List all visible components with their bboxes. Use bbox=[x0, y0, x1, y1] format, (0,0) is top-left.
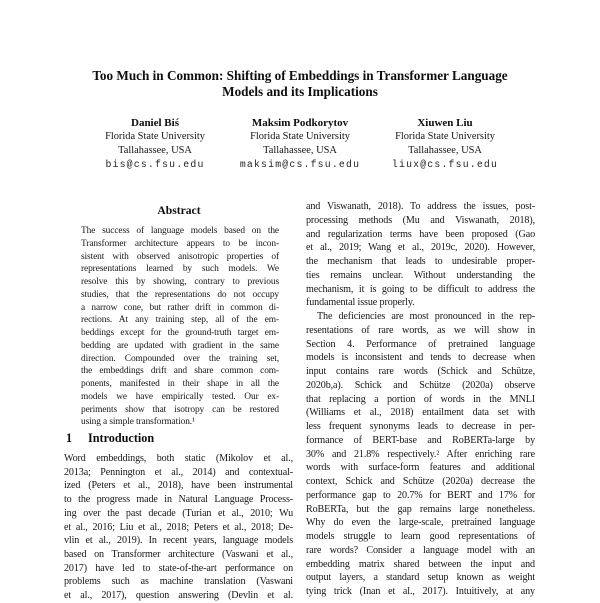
text-line: a narrow cone, but rather drift in common di- bbox=[81, 302, 279, 313]
text-line: vlin et al., 2019). In recent years, language models bbox=[64, 535, 293, 547]
section-heading-introduction bbox=[66, 431, 294, 446]
text-line: embedding matrix shared between the input and bbox=[306, 558, 535, 570]
text-line: mechanism, it is going to be difficult to address the bbox=[306, 283, 535, 295]
text-line: 30% and 21.8% respectively.² After enriching rare bbox=[306, 448, 535, 460]
text-line: sistent with observed anisotropic properties of bbox=[81, 251, 279, 262]
text-line: ing over the past decade (Turian et al., 2010; Wu bbox=[64, 507, 293, 519]
text-line: input contains rare words (Schick and Schütze, bbox=[306, 366, 535, 377]
text-line: output layers, a standard setup known as weight bbox=[306, 572, 535, 584]
author-email: maksim@cs.fsu.edu bbox=[239, 158, 361, 170]
text-line: the embeddings drift and share common com- bbox=[81, 366, 279, 377]
section-title: Introduction bbox=[88, 431, 155, 445]
text-line: that replacing a portion of words in the MNLI bbox=[306, 393, 535, 405]
text-line: tying trick (Inan et al., 2017). Intuitively, at any bbox=[306, 586, 535, 597]
text-line: et al., 2016; Liu et al., 2018; Peters et al., 2018; De- bbox=[64, 521, 293, 533]
text-line: studies, that the representations do not occupy bbox=[81, 289, 279, 300]
text-line: rare words? Consider a language model with an bbox=[306, 544, 535, 556]
text-line: to the progress made in Natural Language Process- bbox=[64, 494, 293, 506]
text-line: resentations of rare words, as we will show in bbox=[306, 324, 535, 336]
paper-title bbox=[60, 68, 540, 99]
author-email: bis@cs.fsu.edu bbox=[105, 158, 205, 170]
text-line: models we have empirically tested. Our ex- bbox=[81, 391, 279, 402]
author-affiliation: Florida State University bbox=[395, 131, 495, 142]
text-line: Transformer architecture appears to be incon- bbox=[81, 238, 279, 249]
text-line: ties remains unclear. Without understanding the bbox=[306, 269, 535, 281]
introduction-body bbox=[64, 452, 293, 603]
text-line: direction. Compounded over the training set, bbox=[81, 353, 279, 364]
text-line: 2020b,a). Schick and Schütze (2020a) observe bbox=[306, 379, 535, 391]
author-name: Maksim Podkorytov bbox=[251, 117, 349, 129]
text-line: The deficiencies are most pronounced in the rep- bbox=[317, 311, 535, 322]
text-line: (Williams et al., 2018) entailment data set with bbox=[306, 407, 535, 419]
text-line: et al., 2017), question answering (Devlin et al. bbox=[64, 590, 293, 602]
text-line: fundamental issue properly. bbox=[306, 297, 415, 309]
text-line: resolve this by showing, contrary to previous bbox=[81, 277, 279, 287]
text-line: beddings except for the ground-truth target em- bbox=[81, 328, 279, 338]
text-line: bedding are updated with gradient in the same bbox=[81, 340, 279, 351]
paper-title-line-2: Models and its Implications bbox=[222, 83, 378, 99]
text-line: representations learned by such models. We bbox=[81, 264, 279, 275]
text-line: rections. At any training step, all of the em- bbox=[81, 315, 279, 326]
author-city: Tallahassee, USA bbox=[118, 144, 192, 156]
text-line: Word embeddings, both static (Mikolov et al., bbox=[64, 453, 293, 464]
text-line: and Viswanath, 2018). To address the issues, post- bbox=[306, 201, 535, 212]
author-affiliation: Florida State University bbox=[250, 131, 350, 142]
author-city: Tallahassee, USA bbox=[263, 144, 337, 156]
text-line: ponents, manifested in their shape in all the bbox=[81, 379, 279, 389]
section-number: 1 bbox=[66, 431, 73, 445]
right-column-paragraph-1 bbox=[306, 200, 535, 310]
text-line: less frequent synonyms leads to decrease in per- bbox=[306, 421, 535, 432]
text-line: models struggle to learn good representations of bbox=[306, 531, 535, 542]
right-column-paragraph-2 bbox=[306, 310, 535, 599]
text-line: The success of language models based on the bbox=[81, 226, 279, 236]
author-block-3 bbox=[360, 116, 530, 172]
author-affiliation: Florida State University bbox=[105, 131, 205, 142]
text-line: 2017) have led to state-of-the-art performance on bbox=[64, 562, 293, 574]
text-line: Section 4. Performance of pretrained language bbox=[306, 338, 535, 350]
text-line: periments show that isotropy can be restored bbox=[81, 404, 279, 415]
text-line: processing methods (Mu and Viswanath, 2018), bbox=[306, 214, 535, 226]
text-line: 2013a; Pennington et al., 2014) and contextual- bbox=[64, 466, 293, 478]
abstract-heading: Abstract bbox=[157, 204, 201, 217]
text-line: words with surface-form features and additional bbox=[306, 462, 535, 474]
text-line: RoBERTa, but the gap remains large nonetheless. bbox=[306, 503, 535, 515]
author-email: liux@cs.fsu.edu bbox=[391, 158, 499, 170]
text-line: et al., 2019; Wang et al., 2019c, 2020). However, bbox=[306, 242, 535, 254]
text-line: context, Schick and Schütze (2020a) decrease the bbox=[306, 476, 535, 487]
author-name: Xiuwen Liu bbox=[417, 117, 473, 129]
text-line: based on Transformer architecture (Vaswani et al., bbox=[64, 548, 293, 560]
text-line: problems such as machine translation (Vaswani bbox=[64, 576, 293, 588]
text-line: performance gap to 20.7% for BERT and 17% for bbox=[306, 489, 535, 501]
author-name: Daniel Biś bbox=[131, 117, 179, 129]
text-line: the mechanism that leads to undesirable proper- bbox=[306, 256, 535, 267]
text-line: Why do even the large-scale, pretrained language bbox=[306, 517, 535, 529]
text-line: using a simple transformation.¹ bbox=[81, 417, 195, 428]
author-city: Tallahassee, USA bbox=[408, 144, 482, 156]
abstract-body bbox=[81, 225, 279, 429]
text-line: formance of BERT-base and RoBERTa-large by bbox=[306, 434, 535, 446]
text-line: and regularization terms have been proposed (Gao bbox=[306, 228, 535, 240]
paper-title-line-1: Too Much in Common: Shifting of Embeddings in Transformer Language bbox=[92, 68, 508, 83]
text-line: ized (Peters et al., 2018), have been instrumental bbox=[64, 480, 293, 492]
text-line: models is inconsistent and tends to decrease when bbox=[306, 352, 535, 364]
